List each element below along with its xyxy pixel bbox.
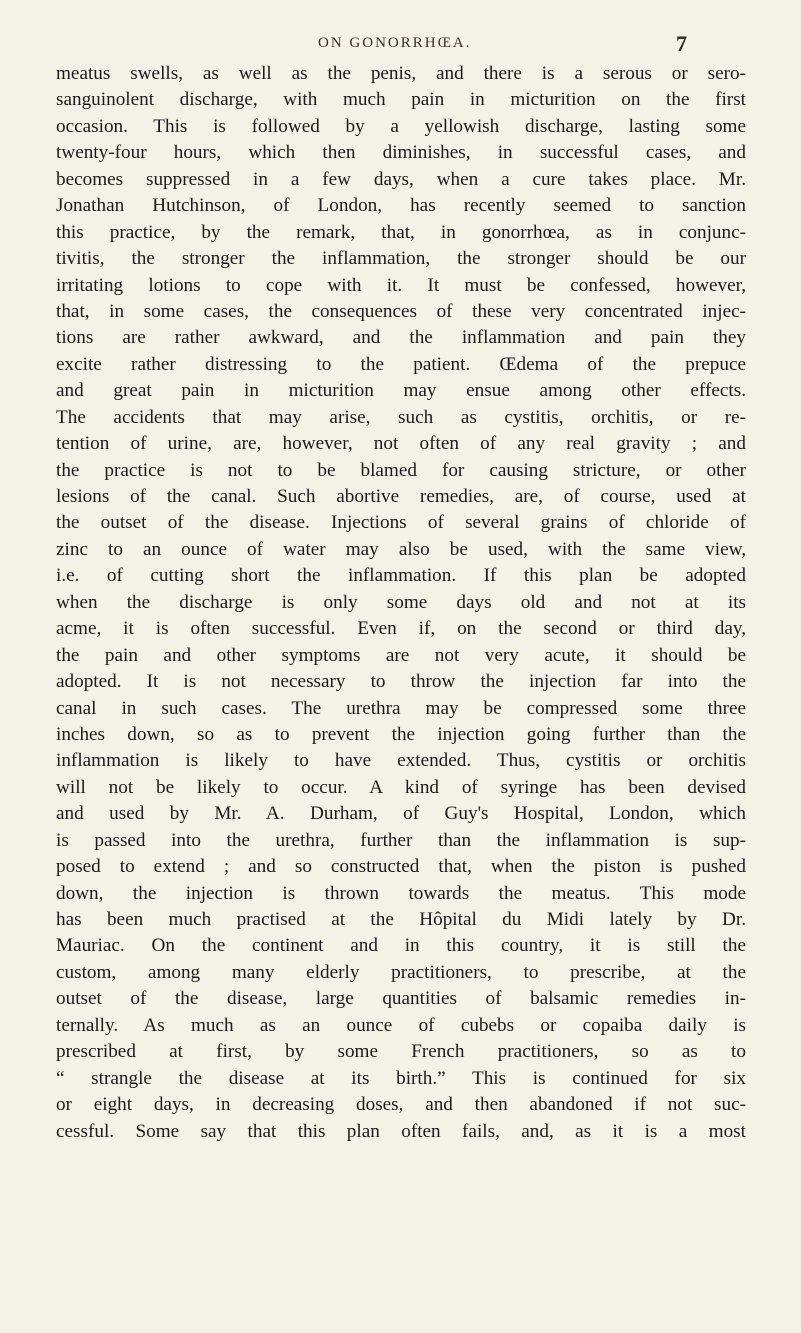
text-line: tivitis, the stronger the inflammation, the stronger should be our: [56, 248, 746, 270]
text-line: adopted. It is not necessary to throw the injection far into the: [56, 671, 746, 693]
running-title: ON GONORRHŒA.: [318, 35, 472, 51]
text-line: down, the injection is thrown towards the meatus. This mode: [56, 882, 746, 904]
text-line: The accidents that may arise, such as cystitis, orchitis, or re-: [56, 406, 746, 428]
text-line: custom, among many elderly practitioners, to prescribe, at the: [56, 961, 746, 983]
running-head: [0, 33, 801, 57]
text-line: has been much practised at the Hôpital du Midi lately by Dr.: [56, 909, 746, 930]
text-line: tention of urine, are, however, not often of any real gravity ; and: [56, 433, 746, 455]
text-line: acme, it is often successful. Even if, on the second or third day,: [56, 618, 746, 640]
text-line: prescribed at first, by some French practitioners, so as to: [56, 1041, 746, 1063]
text-line: lesions of the canal. Such abortive remedies, are, of course, used at: [56, 486, 746, 507]
text-line: the outset of the disease. Injections of several grains of chloride of: [56, 512, 746, 534]
text-line: when the discharge is only some days old and not at its: [56, 591, 746, 613]
text-line: inches down, so as to prevent the injection going further than the: [56, 723, 746, 745]
text-line: twenty-four hours, which then diminishes, in successful cases, and: [56, 142, 746, 164]
text-line: i.e. of cutting short the inflammation. If this plan be adopted: [56, 565, 746, 587]
text-line: the pain and other symptoms are not very acute, it should be: [56, 644, 746, 666]
body-text: [56, 61, 746, 1145]
text-line: Mauriac. On the continent and in this country, it is still the: [56, 935, 746, 957]
text-line: will not be likely to occur. A kind of syringe has been devised: [56, 776, 746, 798]
text-line: irritating lotions to cope with it. It must be confessed, however,: [56, 274, 746, 296]
text-line: canal in such cases. The urethra may be compressed some three: [56, 697, 746, 719]
text-line: zinc to an ounce of water may also be used, with the same view,: [56, 538, 746, 560]
text-line: or eight days, in decreasing doses, and then abandoned if not suc-: [56, 1094, 746, 1116]
text-line: becomes suppressed in a few days, when a cure takes place. Mr.: [56, 168, 746, 190]
text-line: outset of the disease, large quantities of balsamic remedies in-: [56, 988, 746, 1010]
text-line: Jonathan Hutchinson, of London, has recently seemed to sanction: [56, 195, 746, 217]
text-line: “ strangle the disease at its birth.” This is continued for six: [56, 1067, 746, 1089]
text-line: is passed into the urethra, further than the inflammation is sup-: [56, 829, 746, 851]
page-number: 7: [676, 31, 687, 56]
text-line: occasion. This is followed by a yellowish discharge, lasting some: [56, 115, 746, 137]
text-line: this practice, by the remark, that, in gonorrhœa, as in conjunc-: [56, 221, 746, 243]
text-line: inflammation is likely to have extended. Thus, cystitis or orchitis: [56, 750, 746, 772]
text-line: sanguinolent discharge, with much pain in micturition on the first: [56, 89, 746, 111]
text-line: meatus swells, as well as the penis, and there is a serous or sero-: [56, 63, 746, 84]
text-line: the practice is not to be blamed for causing stricture, or other: [56, 459, 746, 481]
text-line: cessful. Some say that this plan often fails, and, as it is a most: [56, 1120, 746, 1142]
text-line: and great pain in micturition may ensue among other effects.: [56, 380, 746, 402]
text-line: excite rather distressing to the patient. Œdema of the prepuce: [56, 353, 746, 375]
text-line: that, in some cases, the consequences of these very concentrated injec-: [56, 300, 746, 322]
text-line: tions are rather awkward, and the inflammation and pain they: [56, 327, 746, 349]
text-line: and used by Mr. A. Durham, of Guy's Hospital, London, which: [56, 803, 746, 825]
text-line: posed to extend ; and so constructed that, when the piston is pushed: [56, 856, 746, 878]
text-line: ternally. As much as an ounce of cubebs or copaiba daily is: [56, 1014, 746, 1036]
